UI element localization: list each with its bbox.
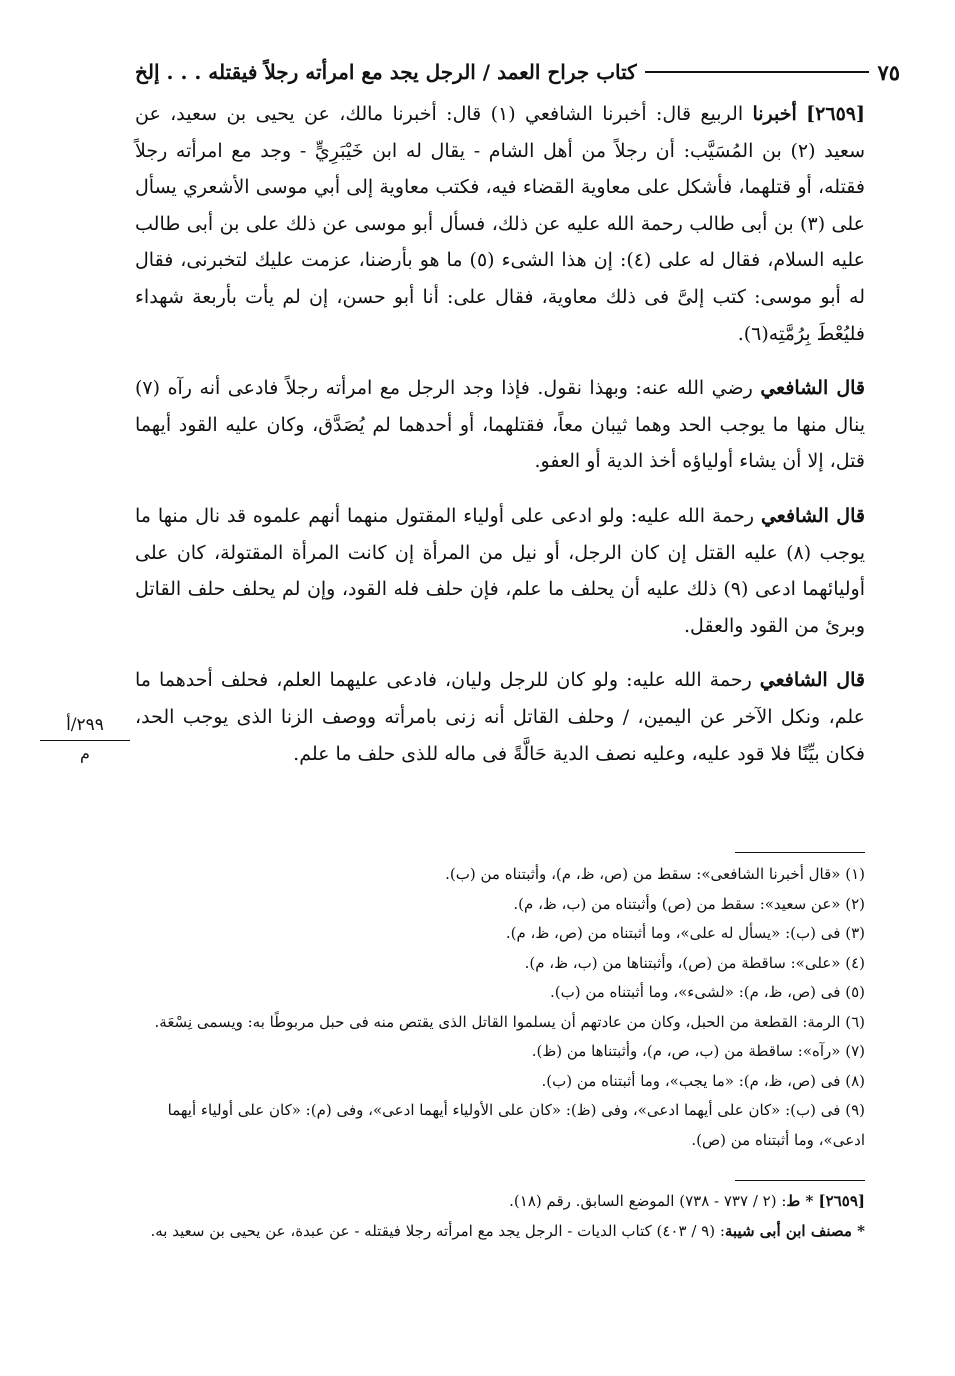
footnote-item: (٣) فى (ب): «يسأل له على»، وما أثبتناه من (ص، ظ، م). [505, 924, 865, 942]
footnote-item: (٨) فى (ص، ظ، م): «ما يجب»، وما أثبتناه من (ب). [541, 1071, 865, 1090]
paragraph-shafii-2 [135, 498, 865, 644]
main-text [135, 96, 865, 790]
footnote-item: (٩) فى (ب): «كان على أيهما ادعى»، وفى (ظ): «كان على الأولياء أيهما ادعى»، وفى (م): «كان على أولياء أيهما ادعى»، وما أثبتناه من (ص). [167, 1101, 865, 1149]
footnote-item: (٦) الرمة: القطعة من الحبل، وكان من عادتهم أن يسلموا القاتل الذى يقتص منه فى حبل مربوطًا به: ويسمى نِسْعَة. [154, 1012, 865, 1031]
header-rule [645, 71, 870, 73]
source-lead: * مصنف ابن أبى شيبة [724, 1222, 865, 1240]
source-item [135, 1186, 865, 1216]
paragraph-text: رضي الله عنه: وبهذا نقول. فإذا وجد الرجل مع امرأته رجلاً فادعى أنه رآه (٧) ينال منها ما يوجب الحد وهما ثيبان معاً، فقتلهما، أو أحدهما لم يُصَدَّق، وكان عليه القود أيهما قتل، إلا أن يشاء أولياؤه أخذ الدية أو العفو. [135, 377, 865, 473]
source-item [135, 1216, 865, 1246]
folio-manuscript: م [80, 744, 90, 763]
page-number: ٧٥ [877, 59, 900, 85]
source-text: : (٩ / ٤٠٣) كتاب الديات - الرجل يجد مع امرأته رجلا فيقتله - عن عبدة، عن يحيى بن سعيد به. [150, 1222, 725, 1240]
hadith-number: [٢٦٥٩] [806, 103, 865, 125]
paragraph-shafii-3 [135, 662, 865, 772]
paragraph-hadith [135, 96, 865, 352]
page-header [135, 52, 900, 92]
source-references [135, 1186, 865, 1246]
paragraph-shafii-1 [135, 370, 865, 480]
footnotes [135, 860, 865, 1155]
sources-rule [735, 1180, 865, 1181]
paragraph-lead: أخبرنا [752, 103, 797, 125]
paragraph-text: رحمة الله عليه: ولو ادعى على أولياء المقتول منهما أنهم علموه قد نال منها ما يوجب (٨) عليه القتل إن كان الرجل، أو نيل من المرأة إن كانت المرأة المقتولة، كان على أوليائهما ادعى (٩) ذلك عليه أن يحلف ما علم، فإن حلف فله القود، وإن لم يحلف حلف القاتل وبرئ من القود والعقل. [135, 504, 865, 637]
paragraph-lead: قال الشافعي [759, 669, 865, 692]
footnote-item: (١) «قال أخبرنا الشافعى»: سقط من (ص، ظ، م)، وأثبتناه من (ب). [445, 865, 865, 883]
manuscript-folio-marker [40, 712, 130, 767]
running-title: كتاب جراح العمد / الرجل يجد مع امرأته رجلاً فيقتله . . . إلخ [135, 60, 637, 84]
footnote-item: (٥) فى (ص، ظ، م): «لشىء»، وما أثبتناه من (ب). [549, 983, 865, 1001]
paragraph-text: رحمة الله عليه: ولو كان للرجل وليان، فادعى عليهما العلم، فحلف أحدهما ما علم، ونكل الآخر عن اليمين، / وحلف القاتل أنه زنى بامرأته ووصف الزنا الذى يوجب الحد، فكان بيِّنًا فلا قود عليه، وعليه نصف الدية حَالَّةً فى ماله للذى حلف ما علم. [135, 669, 865, 765]
footnote-item: (٤) «على»: ساقطة من (ص)، وأثبتناها من (ب، ظ، م). [524, 953, 865, 972]
paragraph-lead: قال الشافعي [760, 377, 866, 400]
footnote-item: (٧) «رآه»: ساقطة من (ب، ص، م)، وأثبتناها من (ظ). [531, 1042, 865, 1060]
source-lead: [٢٦٥٩] * ط [786, 1192, 865, 1210]
folio-ref: ٢٩٩/أ [40, 712, 130, 741]
paragraph-lead: قال الشافعي [760, 504, 865, 527]
footnote-rule [735, 852, 865, 853]
footnote-item: (٢) «عن سعيد»: سقط من (ص) وأثبتناه من (ب، ظ، م). [513, 894, 865, 913]
paragraph-text: الربيع قال: أخبرنا الشافعي (١) قال: أخبرنا مالك، عن يحيى بن سعيد، عن سعيد (٢) بن المُسَيَّب: أن رجلاً من أهل الشام - يقال له ابن خَيْبَرِيٍّ - وجد مع امرأته رجلاً فقتله، أو قتلهما، فأشكل على معاوية القضاء فيه، فكتب معاوية إلى أبي موسى الأشعري يسأل على (٣) بن أبى طالب رحمة الله عليه عن ذلك، فسأل أبو موسى عن ذلك على بن أبى طالب عليه السلام، فقال له على (٤): إن هذا الشىء (٥) ما هو بأرضنا، عزمت عليك لتخبرنى، فقال له أبو موسى: كتب إلىَّ فى ذلك معاوية، فقال على: أنا أبو حسن، إن لم يأت بأربعة شهداء فليُعْطَ بِرُمَّتِه(٦). [135, 103, 866, 345]
source-text: : (٢ / ٧٣٧ - ٧٣٨) الموضع السابق. رقم (١٨). [509, 1192, 787, 1210]
